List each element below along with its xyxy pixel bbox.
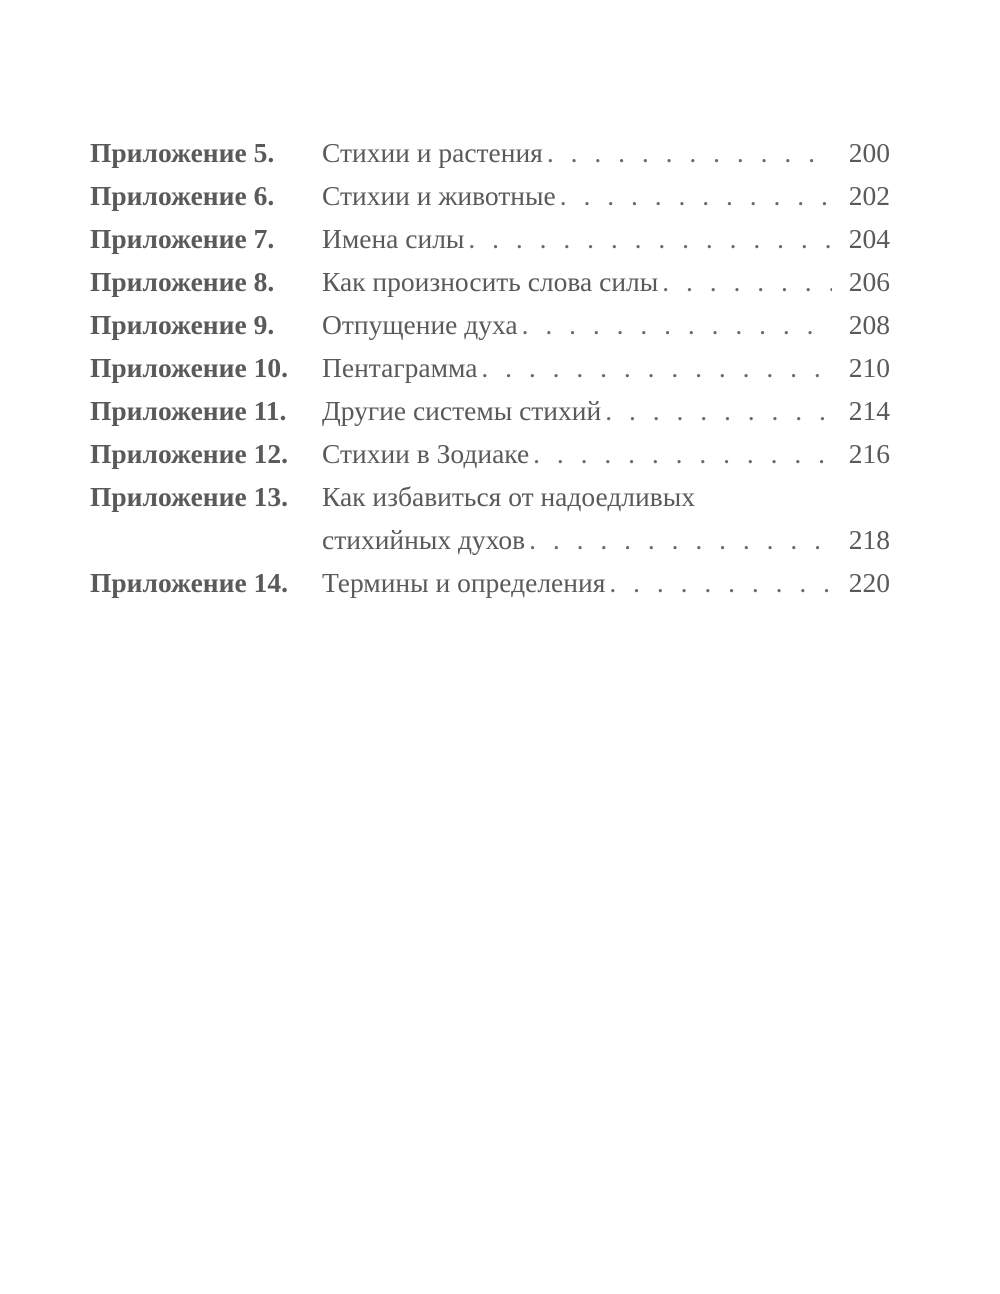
dot-leader: [529, 518, 832, 561]
toc-entry-page: 214: [848, 395, 890, 426]
toc-entry-page: 204: [848, 223, 890, 254]
dot-leader: [662, 260, 832, 303]
toc-entry-title: Стихии и животные: [322, 180, 556, 211]
toc-entry-appendix-8: [90, 260, 890, 303]
toc-entry-appendix-11: [90, 389, 890, 432]
dot-leader: [533, 432, 832, 475]
toc-entry-page: 216: [848, 438, 890, 469]
toc-entry-appendix-12: [90, 432, 890, 475]
toc-entry-page: 202: [848, 180, 890, 211]
toc-entry-title-line-1: Как избавиться от надоедливых: [322, 481, 695, 512]
toc-entry-appendix-14: [90, 561, 890, 604]
toc-entry-title: Стихии и растения: [322, 137, 543, 168]
toc-entry-title-line-2: стихийных духов: [322, 524, 526, 555]
toc-entry-label: Приложение 6.: [90, 180, 275, 211]
table-of-contents: [90, 131, 890, 604]
toc-entry-label: Приложение 7.: [90, 223, 275, 254]
toc-entry-title: Стихии в Зодиаке: [322, 438, 530, 469]
toc-entry-page: 200: [848, 137, 890, 168]
toc-entry-page: 220: [848, 567, 890, 598]
toc-entry-appendix-6: [90, 174, 890, 217]
toc-entry-title: Термины и определения: [322, 567, 606, 598]
toc-entry-title: Как произносить слова силы: [322, 266, 659, 297]
toc-entry-page: 208: [848, 309, 890, 340]
toc-entry-title: Другие системы стихий: [322, 395, 602, 426]
toc-entry-title: Имена силы: [322, 223, 465, 254]
toc-entry-label: Приложение 14.: [90, 567, 288, 598]
toc-entry-label: Приложение 13.: [90, 481, 288, 512]
toc-entry-appendix-9: [90, 303, 890, 346]
toc-entry-page: 218: [848, 524, 890, 555]
dot-leader: [468, 217, 832, 260]
toc-entry-label: Приложение 11.: [90, 395, 287, 426]
toc-entry-label: Приложение 8.: [90, 266, 275, 297]
dot-leader: [522, 303, 832, 346]
dot-leader: [605, 389, 832, 432]
toc-entry-label: Приложение 9.: [90, 309, 275, 340]
toc-entry-label: Приложение 12.: [90, 438, 288, 469]
toc-entry-title: Отпущение духа: [322, 309, 518, 340]
toc-entry-page: 206: [848, 266, 890, 297]
toc-entry-appendix-13: [90, 475, 890, 561]
toc-entry-label: Приложение 10.: [90, 352, 288, 383]
dot-leader: [481, 346, 832, 389]
toc-entry-appendix-7: [90, 217, 890, 260]
dot-leader: [560, 174, 832, 217]
toc-entry-appendix-10: [90, 346, 890, 389]
toc-entry-page: 210: [848, 352, 890, 383]
toc-entry-title: Пентаграмма: [322, 352, 478, 383]
dot-leader: [547, 131, 832, 174]
toc-entry-appendix-5: [90, 131, 890, 174]
dot-leader: [609, 561, 832, 604]
toc-entry-label: Приложение 5.: [90, 137, 275, 168]
